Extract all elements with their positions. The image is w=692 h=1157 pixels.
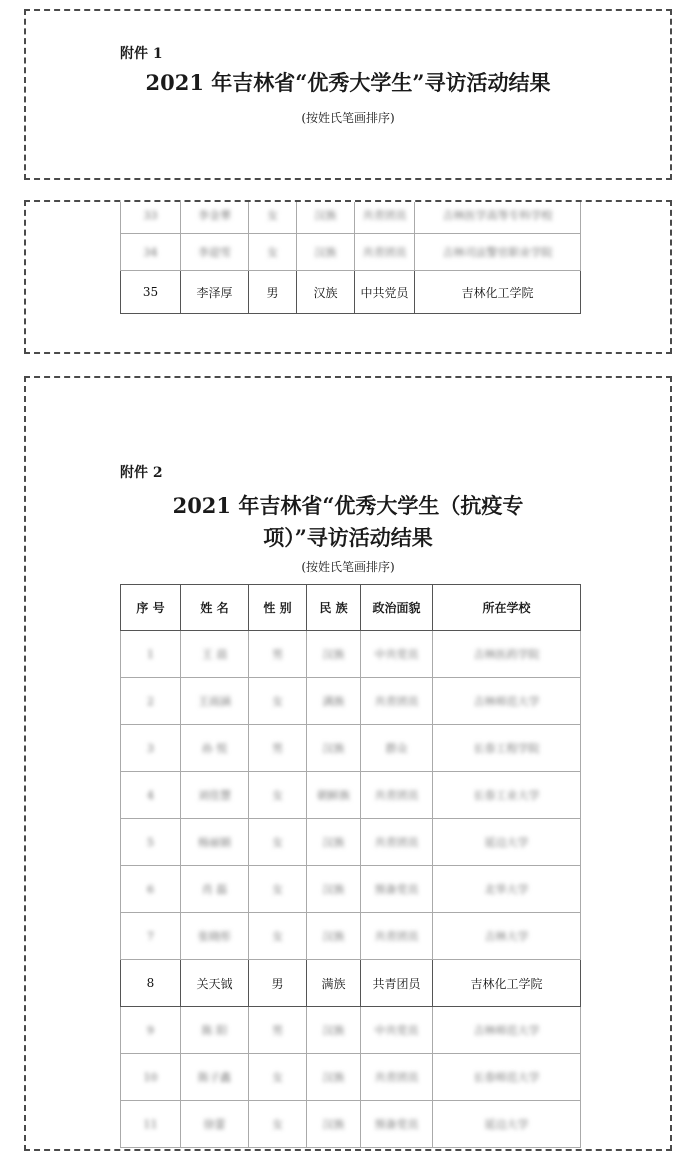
cell-no: 9 xyxy=(121,1007,181,1054)
cell-ethnicity: 汉族 xyxy=(297,234,355,271)
cell-no: 7 xyxy=(121,913,181,960)
attachment1-label: 附件 1 xyxy=(120,46,163,62)
cell-name: 孙 悦 xyxy=(181,725,249,772)
cell-no: 6 xyxy=(121,866,181,913)
attachment1-title: 2021 年吉林省“优秀大学生”寻访活动结果 xyxy=(145,70,551,95)
cell-gender: 男 xyxy=(249,725,307,772)
header-school: 所在学校 xyxy=(433,585,581,631)
cell-name: 徐蕾 xyxy=(181,1101,249,1148)
attachment2-label: 附件 2 xyxy=(120,465,163,481)
cell-gender: 女 xyxy=(249,1101,307,1148)
cell-ethnicity: 满族 xyxy=(307,960,361,1007)
table-row xyxy=(121,866,581,913)
snippet-table xyxy=(120,200,581,314)
cell-no: 3 xyxy=(121,725,181,772)
cell-ethnicity: 汉族 xyxy=(307,1101,361,1148)
cell-gender: 女 xyxy=(249,234,297,271)
cell-political: 中共党员 xyxy=(361,1007,433,1054)
cell-no: 5 xyxy=(121,819,181,866)
cell-ethnicity: 汉族 xyxy=(307,631,361,678)
cell-name: 王 晨 xyxy=(181,631,249,678)
attachment2-title xyxy=(26,490,670,554)
cell-name: 张晓彤 xyxy=(181,913,249,960)
table-row xyxy=(121,271,581,314)
cell-school: 吉林医药学院 xyxy=(433,631,581,678)
cell-political: 中共党员 xyxy=(355,271,415,314)
cell-school: 吉林师范大学 xyxy=(433,1007,581,1054)
cell-no: 8 xyxy=(121,960,181,1007)
cell-political: 共青团员 xyxy=(355,200,415,234)
table-row xyxy=(121,725,581,772)
cell-name: 李迎雪 xyxy=(181,234,249,271)
cell-name: 关天钺 xyxy=(181,960,249,1007)
cell-name: 王雨涵 xyxy=(181,678,249,725)
cell-school: 吉林师范大学 xyxy=(433,678,581,725)
header-ethnicity: 民 族 xyxy=(307,585,361,631)
cell-school: 延边大学 xyxy=(433,819,581,866)
cell-political: 共青团员 xyxy=(361,960,433,1007)
cell-political: 共青团员 xyxy=(355,234,415,271)
attachment1-table-snippet xyxy=(24,200,672,354)
cell-political: 共青团员 xyxy=(361,1054,433,1101)
table-row xyxy=(121,960,581,1007)
cell-school: 长春师范大学 xyxy=(433,1054,581,1101)
header-political: 政治面貌 xyxy=(361,585,433,631)
cell-no: 2 xyxy=(121,678,181,725)
cell-gender: 女 xyxy=(249,913,307,960)
cell-name: 杨丽娟 xyxy=(181,819,249,866)
cell-gender: 女 xyxy=(249,1054,307,1101)
attachment2-title-line1: 2021 年吉林省“优秀大学生（抗疫专 xyxy=(172,493,524,518)
cell-political: 共青团员 xyxy=(361,678,433,725)
cell-gender: 女 xyxy=(249,678,307,725)
cell-political: 群众 xyxy=(361,725,433,772)
cell-name: 肖 磊 xyxy=(181,866,249,913)
cell-gender: 男 xyxy=(249,271,297,314)
cell-school: 吉林化工学院 xyxy=(415,271,581,314)
cell-no: 34 xyxy=(121,234,181,271)
cell-gender: 男 xyxy=(249,631,307,678)
cell-name: 陈子鑫 xyxy=(181,1054,249,1101)
cell-ethnicity: 汉族 xyxy=(297,271,355,314)
header-gender: 性 别 xyxy=(249,585,307,631)
cell-name: 陈 阳 xyxy=(181,1007,249,1054)
cell-gender: 女 xyxy=(249,819,307,866)
cell-gender: 女 xyxy=(249,772,307,819)
cell-political: 预备党员 xyxy=(361,1101,433,1148)
cell-ethnicity: 汉族 xyxy=(307,1007,361,1054)
cell-political: 中共党员 xyxy=(361,631,433,678)
cell-gender: 男 xyxy=(249,1007,307,1054)
attachment2-frame xyxy=(24,376,672,1151)
header-name: 姓 名 xyxy=(181,585,249,631)
cell-ethnicity: 汉族 xyxy=(307,819,361,866)
table-row xyxy=(121,234,581,271)
attachment2-table xyxy=(120,584,581,1148)
table-row xyxy=(121,678,581,725)
cell-ethnicity: 汉族 xyxy=(297,200,355,234)
cell-no: 4 xyxy=(121,772,181,819)
cell-no: 1 xyxy=(121,631,181,678)
cell-school: 吉林大学 xyxy=(433,913,581,960)
cell-ethnicity: 朝鲜族 xyxy=(307,772,361,819)
cell-no: 35 xyxy=(121,271,181,314)
cell-name: 李泽厚 xyxy=(181,271,249,314)
cell-school: 延边大学 xyxy=(433,1101,581,1148)
cell-gender: 男 xyxy=(249,960,307,1007)
cell-ethnicity: 汉族 xyxy=(307,725,361,772)
cell-ethnicity: 汉族 xyxy=(307,1054,361,1101)
cell-school: 吉林化工学院 xyxy=(433,960,581,1007)
cell-school: 吉林医学高等专科学校 xyxy=(415,200,581,234)
table-row xyxy=(121,913,581,960)
cell-ethnicity: 满族 xyxy=(307,678,361,725)
cell-school: 吉林司法警官职业学院 xyxy=(415,234,581,271)
table-row xyxy=(121,1007,581,1054)
cell-political: 预备党员 xyxy=(361,866,433,913)
cell-ethnicity: 汉族 xyxy=(307,866,361,913)
table-row xyxy=(121,819,581,866)
cell-political: 共青团员 xyxy=(361,819,433,866)
cell-gender: 女 xyxy=(249,866,307,913)
cell-no: 10 xyxy=(121,1054,181,1101)
cell-school: 长春工程学院 xyxy=(433,725,581,772)
cell-no: 33 xyxy=(121,200,181,234)
cell-political: 共青团员 xyxy=(361,913,433,960)
attachment2-subtitle: (按姓氏笔画排序) xyxy=(301,560,395,574)
table-row xyxy=(121,772,581,819)
table-header-row xyxy=(121,585,581,631)
table-row xyxy=(121,200,581,234)
cell-no: 11 xyxy=(121,1101,181,1148)
attachment1-frame xyxy=(24,9,672,180)
cell-school: 北华大学 xyxy=(433,866,581,913)
cell-gender: 女 xyxy=(249,200,297,234)
cell-political: 共青团员 xyxy=(361,772,433,819)
attachment2-title-line2: 项）”寻访活动结果 xyxy=(263,525,433,550)
cell-school: 长春工业大学 xyxy=(433,772,581,819)
header-no: 序 号 xyxy=(121,585,181,631)
table-row xyxy=(121,1054,581,1101)
table-row xyxy=(121,631,581,678)
cell-ethnicity: 汉族 xyxy=(307,913,361,960)
cell-name: 刘佳慧 xyxy=(181,772,249,819)
attachment1-subtitle: (按姓氏笔画排序) xyxy=(301,111,395,125)
table-row xyxy=(121,1101,581,1148)
cell-name: 李金華 xyxy=(181,200,249,234)
